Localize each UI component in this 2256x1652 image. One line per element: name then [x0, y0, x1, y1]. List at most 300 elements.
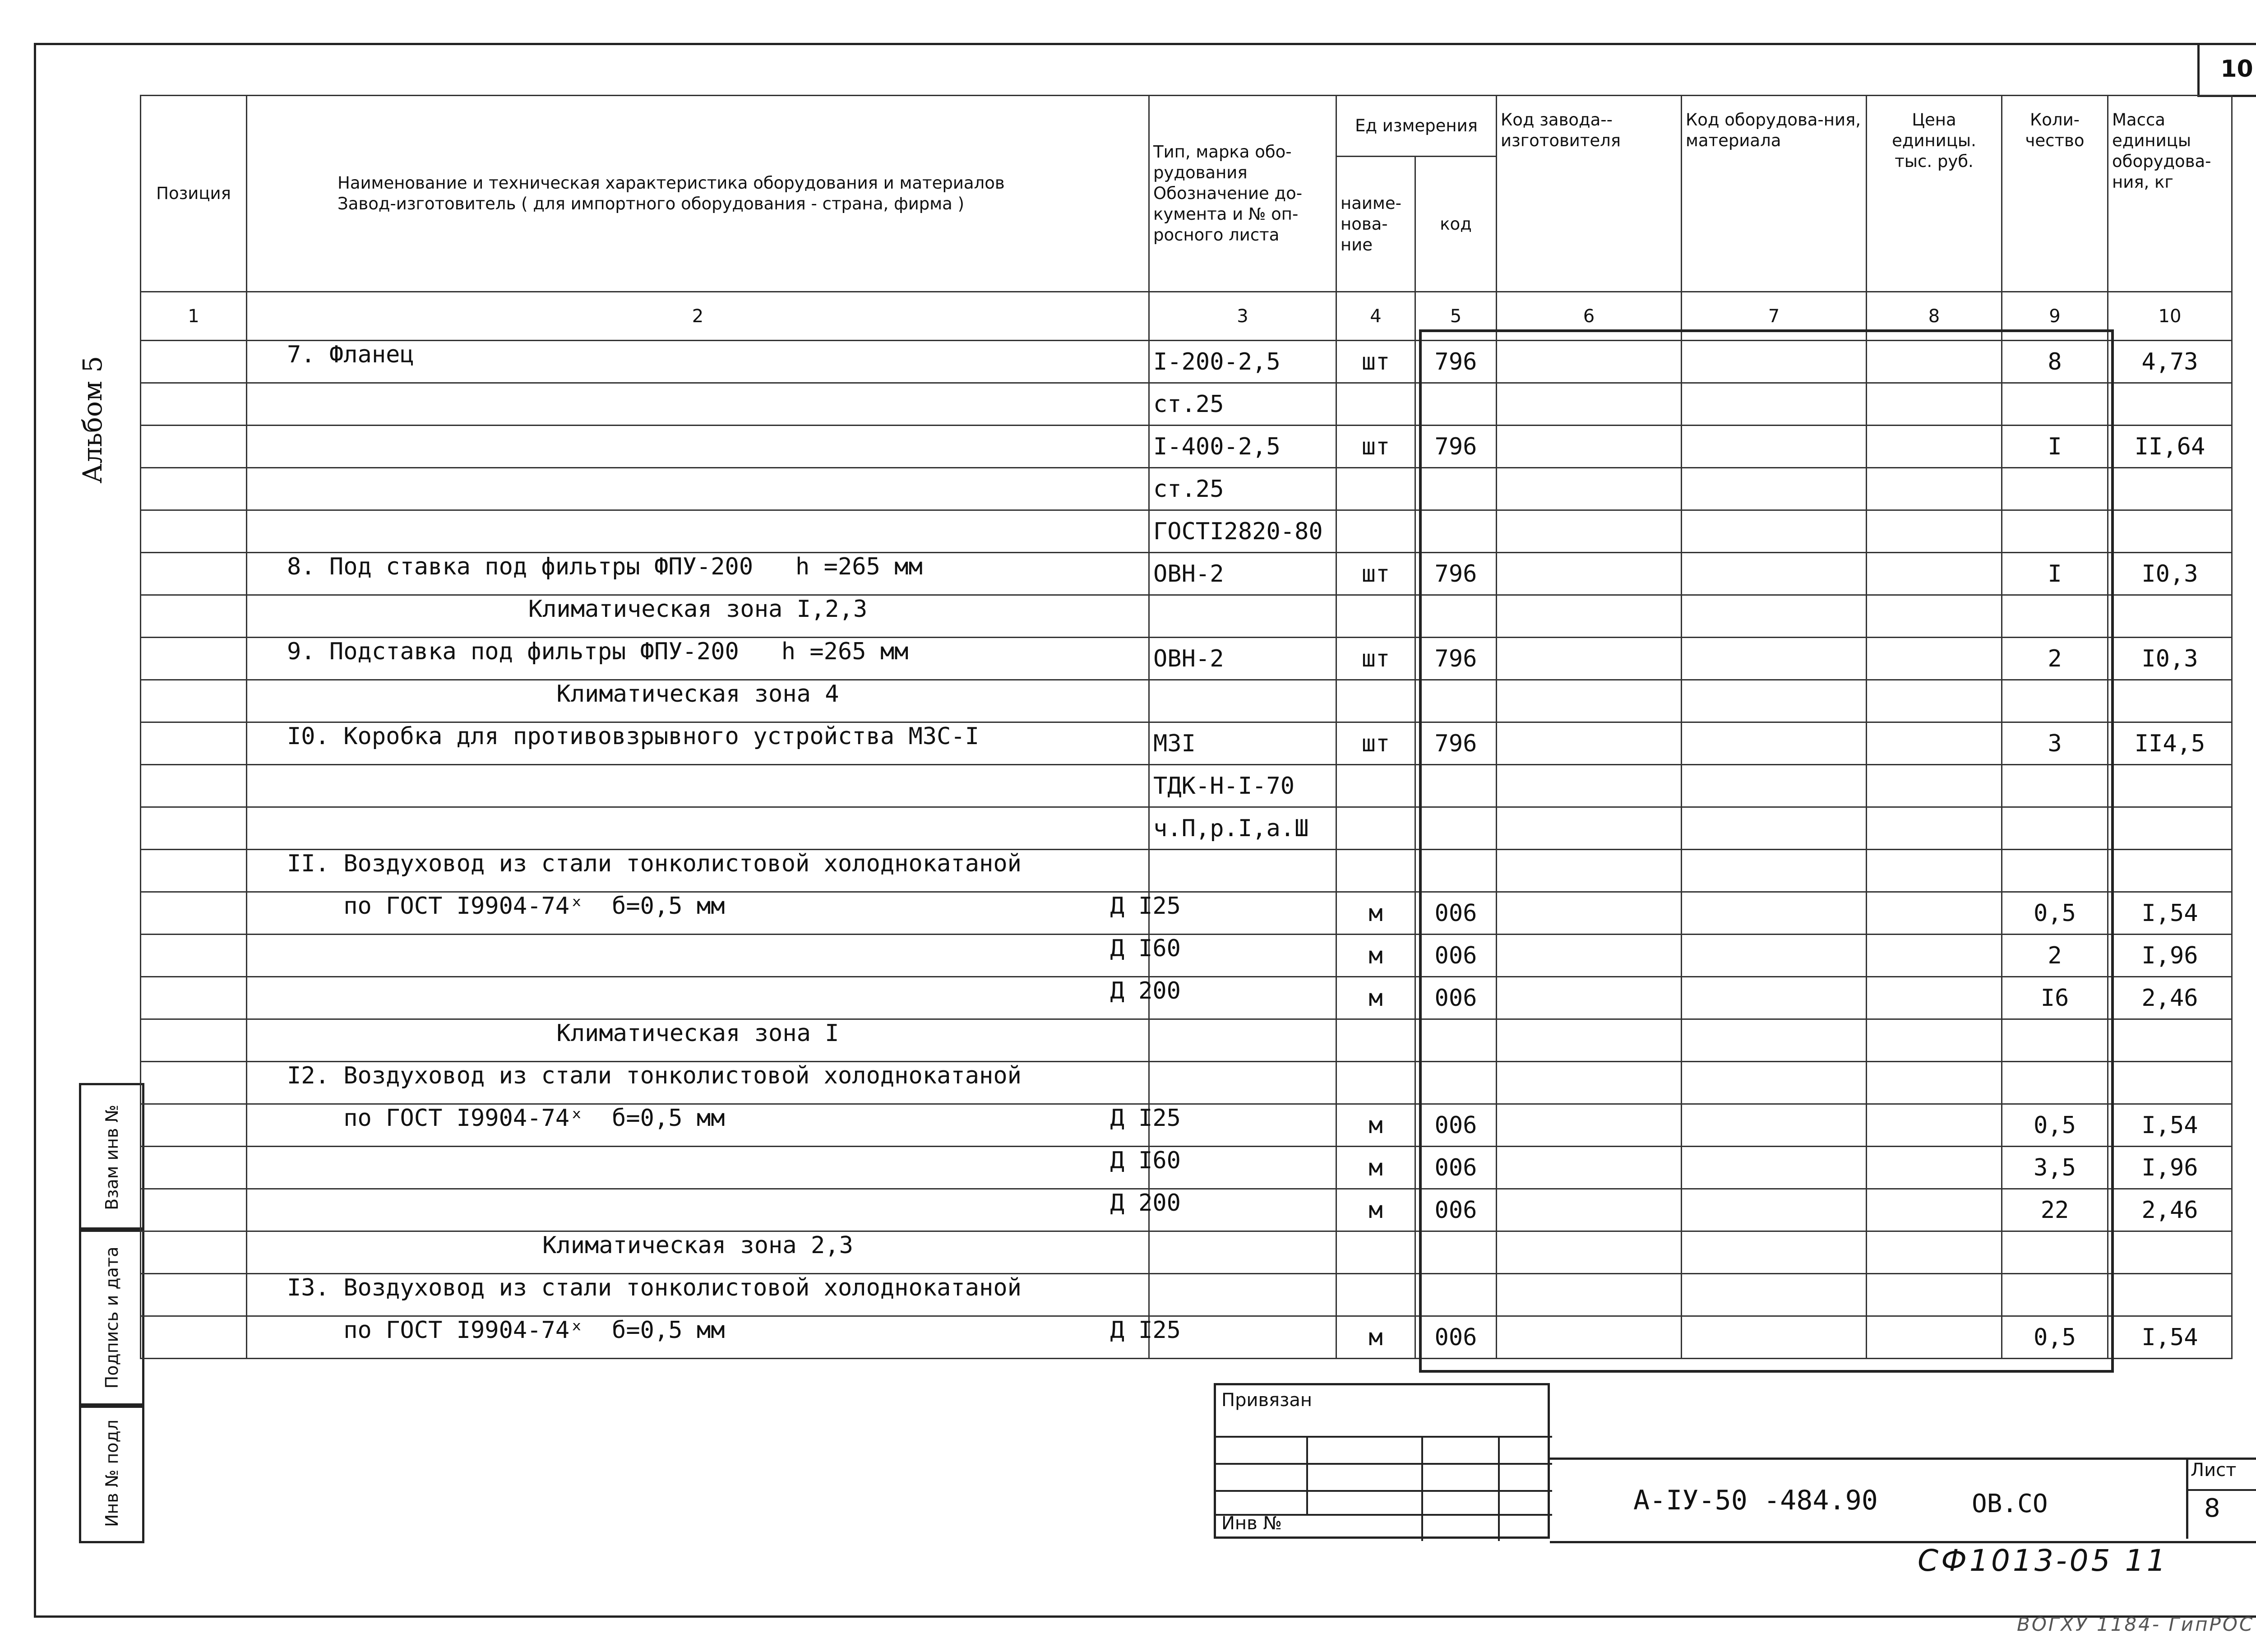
cell-price	[1867, 1147, 2002, 1189]
cell-position	[141, 807, 247, 850]
cell-equipment-code	[1682, 1189, 1867, 1231]
cell-mass	[2108, 1019, 2232, 1062]
cell-mass: 2,46	[2108, 977, 2232, 1019]
cell-equipment-code	[1682, 510, 1867, 553]
cell-unit	[1336, 1019, 1415, 1062]
stamp-replaced-inv-label: Взам инв №	[102, 1105, 122, 1210]
cell-code	[1415, 510, 1497, 553]
cell-code: 796	[1415, 426, 1497, 468]
cell-code	[1415, 680, 1497, 722]
cell-position	[141, 383, 247, 426]
cell-equipment-code	[1682, 892, 1867, 935]
cell-quantity: 2	[2002, 638, 2108, 680]
header-equipment-code: Код оборудова-ния, материала	[1682, 96, 1867, 292]
item-diameter: Д I25	[1110, 1105, 1181, 1132]
cell-unit: м	[1336, 1104, 1415, 1147]
cell-equipment-code	[1682, 1274, 1867, 1316]
cell-price	[1867, 935, 2002, 977]
table-row	[141, 553, 2232, 595]
cell-unit	[1336, 1062, 1415, 1104]
cell-code: 796	[1415, 722, 1497, 765]
cell-position	[141, 1019, 247, 1062]
handwritten-footer: ВОГХУ 1184- ГипРОС	[2017, 1613, 2255, 1635]
cell-equipment-code	[1682, 680, 1867, 722]
cell-quantity	[2002, 1231, 2108, 1274]
cell-code: 006	[1415, 1147, 1497, 1189]
column-number: 9	[2002, 292, 2108, 341]
cell-name	[247, 383, 1149, 426]
cell-price	[1867, 510, 2002, 553]
cell-quantity: 0,5	[2002, 1104, 2108, 1147]
cell-code	[1415, 1019, 1497, 1062]
table-row	[141, 595, 2232, 638]
cell-plant-code	[1497, 807, 1682, 850]
cell-type: ст.25	[1149, 383, 1336, 426]
cell-unit	[1336, 850, 1415, 892]
header-price: Цена единицы. тыс. руб.	[1867, 96, 2002, 292]
cell-plant-code	[1497, 468, 1682, 510]
cell-mass	[2108, 765, 2232, 807]
cell-unit	[1336, 383, 1415, 426]
cell-position	[141, 722, 247, 765]
cell-plant-code	[1497, 426, 1682, 468]
table-row	[141, 1062, 2232, 1104]
cell-mass: I0,3	[2108, 638, 2232, 680]
cell-position	[141, 680, 247, 722]
cell-price	[1867, 765, 2002, 807]
header-mass: Масса единицы оборудова-ния, кг	[2108, 96, 2232, 292]
cell-name	[247, 1104, 1181, 1147]
table-row	[141, 1231, 2232, 1274]
cell-plant-code	[1497, 383, 1682, 426]
cell-price	[1867, 383, 2002, 426]
cell-position	[141, 1062, 247, 1104]
cell-name	[247, 680, 1149, 722]
cell-code	[1415, 468, 1497, 510]
cell-quantity	[2002, 765, 2108, 807]
cell-quantity	[2002, 850, 2108, 892]
cell-position	[141, 935, 247, 977]
cell-quantity: 0,5	[2002, 1316, 2108, 1359]
cell-unit: шт	[1336, 341, 1415, 383]
cell-code	[1415, 765, 1497, 807]
item-name: Климатическая зона 4	[556, 680, 839, 708]
cell-type: I-400-2,5	[1149, 426, 1336, 468]
cell-position	[141, 341, 247, 383]
cell-name	[247, 1189, 1181, 1231]
stamp-signature-date-label: Подпись и дата	[102, 1246, 122, 1389]
cell-price	[1867, 722, 2002, 765]
cell-plant-code	[1497, 1019, 1682, 1062]
header-unit-code: код	[1415, 157, 1497, 292]
cell-quantity: I6	[2002, 977, 2108, 1019]
cell-mass	[2108, 383, 2232, 426]
column-number: 3	[1149, 292, 1336, 341]
stamp-original-inv	[79, 1403, 144, 1543]
cell-type: МЗI	[1149, 722, 1336, 765]
cell-quantity: 22	[2002, 1189, 2108, 1231]
cell-name	[247, 850, 1149, 892]
item-diameter: Д I25	[1110, 893, 1181, 920]
cell-mass	[2108, 595, 2232, 638]
table-row	[141, 1274, 2232, 1316]
cell-type: I-200-2,5	[1149, 341, 1336, 383]
album-label: Альбом 5	[77, 356, 108, 484]
cell-equipment-code	[1682, 1316, 1867, 1359]
cell-unit	[1336, 510, 1415, 553]
cell-quantity	[2002, 468, 2108, 510]
table-row	[141, 680, 2232, 722]
cell-name	[247, 510, 1149, 553]
cell-plant-code	[1497, 722, 1682, 765]
cell-position	[141, 1104, 247, 1147]
table-row	[141, 1019, 2232, 1062]
cell-position	[141, 553, 247, 595]
cell-code	[1415, 595, 1497, 638]
cell-price	[1867, 1019, 2002, 1062]
cell-price	[1867, 807, 2002, 850]
table-row	[141, 892, 2232, 935]
cell-code	[1415, 1231, 1497, 1274]
cell-mass	[2108, 468, 2232, 510]
cell-position	[141, 1316, 247, 1359]
table-row	[141, 977, 2232, 1019]
cell-price	[1867, 553, 2002, 595]
cell-mass	[2108, 1231, 2232, 1274]
cell-code: 006	[1415, 935, 1497, 977]
header-position: Позиция	[141, 96, 247, 292]
header-quantity: Коли-чество	[2002, 96, 2108, 292]
cell-equipment-code	[1682, 638, 1867, 680]
cell-name	[247, 595, 1149, 638]
cell-equipment-code	[1682, 1147, 1867, 1189]
cell-unit: м	[1336, 1189, 1415, 1231]
cell-position	[141, 426, 247, 468]
item-name: Климатическая зона 2,3	[542, 1232, 853, 1259]
cell-position	[141, 765, 247, 807]
cell-price	[1867, 892, 2002, 935]
item-name: Климатическая зона I,2,3	[528, 596, 868, 623]
cell-code	[1415, 383, 1497, 426]
cell-price	[1867, 1231, 2002, 1274]
item-name: 7. Фланец	[287, 341, 414, 368]
column-number: 1	[141, 292, 247, 341]
column-number: 4	[1336, 292, 1415, 341]
cell-code	[1415, 1062, 1497, 1104]
cell-price	[1867, 638, 2002, 680]
cell-mass	[2108, 510, 2232, 553]
cell-plant-code	[1497, 1062, 1682, 1104]
cell-equipment-code	[1682, 935, 1867, 977]
cell-price	[1867, 1316, 2002, 1359]
cell-type: ч.П,р.I,а.Ш	[1149, 807, 1336, 850]
cell-code: 006	[1415, 1189, 1497, 1231]
cell-plant-code	[1497, 341, 1682, 383]
column-number: 5	[1415, 292, 1497, 341]
cell-mass: I,96	[2108, 935, 2232, 977]
item-name: по ГОСТ I9904-74ˣ б=0,5 мм	[287, 1105, 725, 1132]
item-diameter: Д 200	[1110, 1189, 1181, 1217]
document-code: А-IУ-50 -484.90	[1633, 1485, 1878, 1516]
table-row	[141, 383, 2232, 426]
cell-equipment-code	[1682, 722, 1867, 765]
cell-unit	[1336, 1274, 1415, 1316]
cell-mass: I,54	[2108, 1104, 2232, 1147]
stamp-replaced-inv	[79, 1083, 144, 1232]
cell-unit	[1336, 595, 1415, 638]
table-row	[141, 341, 2232, 383]
cell-type: ГОСТI2820-80	[1149, 510, 1336, 553]
cell-name	[247, 722, 1149, 765]
cell-mass: II4,5	[2108, 722, 2232, 765]
cell-code: 796	[1415, 553, 1497, 595]
cell-code: 796	[1415, 638, 1497, 680]
item-name: I0. Коробка для противовзрывного устройства МЗС-I	[287, 723, 980, 750]
header-plant-code: Код завода--изготовителя	[1497, 96, 1682, 292]
cell-price	[1867, 426, 2002, 468]
cell-name	[247, 892, 1181, 935]
header-name: Наименование и техническая характеристика оборудования и материалов Завод-изготовитель ( для импортного оборудования - страна, фирма )	[247, 96, 1149, 292]
cell-equipment-code	[1682, 1062, 1867, 1104]
cell-type: ОВН-2	[1149, 553, 1336, 595]
cell-price	[1867, 341, 2002, 383]
header-unit-name: наиме-нова-ние	[1336, 157, 1415, 292]
cell-plant-code	[1497, 638, 1682, 680]
cell-plant-code	[1497, 1189, 1682, 1231]
cell-mass: I,54	[2108, 1316, 2232, 1359]
stamp-signature-date	[79, 1227, 144, 1408]
cell-position	[141, 1231, 247, 1274]
cell-equipment-code	[1682, 1019, 1867, 1062]
sheet-label: Лист	[2191, 1460, 2237, 1481]
item-name: 8. Под ставка под фильтры ФПУ-200 h =265 мм	[287, 553, 923, 580]
item-name: по ГОСТ I9904-74ˣ б=0,5 мм	[287, 1317, 725, 1344]
cell-equipment-code	[1682, 426, 1867, 468]
cell-code: 006	[1415, 977, 1497, 1019]
cell-quantity	[2002, 807, 2108, 850]
cell-code: 006	[1415, 1104, 1497, 1147]
cell-unit	[1336, 765, 1415, 807]
cell-quantity: 0,5	[2002, 892, 2108, 935]
header-type: Тип, марка обо-рудования Обозначение до-кумента и № оп-росного листа	[1149, 96, 1336, 292]
item-diameter: Д I60	[1110, 935, 1181, 962]
cell-code: 006	[1415, 1316, 1497, 1359]
cell-plant-code	[1497, 892, 1682, 935]
cell-quantity: 3	[2002, 722, 2108, 765]
cell-code	[1415, 807, 1497, 850]
column-number: 2	[247, 292, 1149, 341]
cell-code: 796	[1415, 341, 1497, 383]
stamp-original-inv-label: Инв № подл	[102, 1419, 122, 1527]
cell-plant-code	[1497, 1231, 1682, 1274]
cell-code: 006	[1415, 892, 1497, 935]
cell-quantity	[2002, 1019, 2108, 1062]
privyazan-box	[1214, 1383, 1550, 1539]
cell-quantity: I	[2002, 426, 2108, 468]
cell-price	[1867, 1104, 2002, 1147]
cell-position	[141, 1274, 247, 1316]
handwritten-code: СФ1013-05 11	[1918, 1543, 2168, 1578]
cell-quantity: 8	[2002, 341, 2108, 383]
cell-unit	[1336, 1231, 1415, 1274]
table-row	[141, 1104, 2232, 1147]
specification-table	[140, 95, 2233, 1359]
table-row	[141, 1189, 2232, 1231]
cell-plant-code	[1497, 680, 1682, 722]
cell-equipment-code	[1682, 1104, 1867, 1147]
table-row	[141, 765, 2232, 807]
cell-equipment-code	[1682, 765, 1867, 807]
cell-position	[141, 1189, 247, 1231]
cell-unit: м	[1336, 977, 1415, 1019]
cell-equipment-code	[1682, 807, 1867, 850]
cell-unit	[1336, 807, 1415, 850]
cell-quantity: I	[2002, 553, 2108, 595]
cell-plant-code	[1497, 765, 1682, 807]
cell-unit: м	[1336, 935, 1415, 977]
cell-name	[247, 935, 1181, 977]
cell-type: ОВН-2	[1149, 638, 1336, 680]
cell-quantity: 3,5	[2002, 1147, 2108, 1189]
cell-plant-code	[1497, 935, 1682, 977]
cell-mass: II,64	[2108, 426, 2232, 468]
column-number: 10	[2108, 292, 2232, 341]
table-row	[141, 722, 2232, 765]
document-suffix: ОВ.СО	[1972, 1489, 2048, 1518]
cell-name	[247, 341, 1149, 383]
cell-equipment-code	[1682, 468, 1867, 510]
cell-plant-code	[1497, 850, 1682, 892]
header-unit: Ед измерения	[1336, 96, 1497, 157]
column-number: 6	[1497, 292, 1682, 341]
cell-price	[1867, 468, 2002, 510]
cell-name	[247, 468, 1149, 510]
cell-name	[247, 1316, 1181, 1359]
cell-name	[247, 1274, 1149, 1316]
cell-price	[1867, 680, 2002, 722]
cell-name	[247, 1231, 1149, 1274]
table-row	[141, 510, 2232, 553]
cell-price	[1867, 1274, 2002, 1316]
cell-quantity	[2002, 595, 2108, 638]
cell-mass: I,54	[2108, 892, 2232, 935]
cell-plant-code	[1497, 1104, 1682, 1147]
cell-name	[247, 765, 1149, 807]
cell-quantity	[2002, 383, 2108, 426]
cell-position	[141, 468, 247, 510]
cell-type: ТДК-Н-I-70	[1149, 765, 1336, 807]
cell-unit: шт	[1336, 638, 1415, 680]
item-name: Климатическая зона I	[556, 1020, 839, 1047]
cell-equipment-code	[1682, 850, 1867, 892]
table-row	[141, 1147, 2232, 1189]
cell-unit: шт	[1336, 722, 1415, 765]
table-row	[141, 935, 2232, 977]
cell-mass: I0,3	[2108, 553, 2232, 595]
cell-plant-code	[1497, 1274, 1682, 1316]
cell-equipment-code	[1682, 553, 1867, 595]
cell-position	[141, 1147, 247, 1189]
cell-unit: м	[1336, 1147, 1415, 1189]
cell-plant-code	[1497, 595, 1682, 638]
cell-plant-code	[1497, 1147, 1682, 1189]
cell-quantity	[2002, 1062, 2108, 1104]
cell-equipment-code	[1682, 341, 1867, 383]
inv-number-label: Инв №	[1221, 1513, 1282, 1534]
cell-unit	[1336, 468, 1415, 510]
cell-name	[247, 426, 1149, 468]
privyazan-label: Привязан	[1221, 1390, 1313, 1411]
cell-position	[141, 850, 247, 892]
cell-equipment-code	[1682, 1231, 1867, 1274]
cell-mass: 4,73	[2108, 341, 2232, 383]
cell-name	[247, 1062, 1149, 1104]
column-number-row	[141, 292, 2232, 341]
cell-position	[141, 595, 247, 638]
cell-name	[247, 1019, 1149, 1062]
item-diameter: Д I25	[1110, 1317, 1181, 1344]
column-number: 8	[1867, 292, 2002, 341]
item-name: по ГОСТ I9904-74ˣ б=0,5 мм	[287, 893, 725, 920]
cell-price	[1867, 1062, 2002, 1104]
cell-code	[1415, 850, 1497, 892]
cell-mass: I,96	[2108, 1147, 2232, 1189]
cell-mass	[2108, 1062, 2232, 1104]
item-name: II. Воздуховод из стали тонколистовой холоднокатаной	[287, 850, 1022, 877]
cell-name	[247, 638, 1149, 680]
cell-equipment-code	[1682, 595, 1867, 638]
cell-quantity: 2	[2002, 935, 2108, 977]
cell-position	[141, 510, 247, 553]
cell-plant-code	[1497, 510, 1682, 553]
cell-plant-code	[1497, 553, 1682, 595]
cell-position	[141, 977, 247, 1019]
item-diameter: Д 200	[1110, 977, 1181, 1004]
cell-name	[247, 807, 1149, 850]
cell-price	[1867, 977, 2002, 1019]
cell-price	[1867, 595, 2002, 638]
item-name: I3. Воздуховод из стали тонколистовой холоднокатаной	[287, 1274, 1022, 1301]
cell-mass	[2108, 680, 2232, 722]
cell-position	[141, 892, 247, 935]
cell-equipment-code	[1682, 977, 1867, 1019]
cell-unit: м	[1336, 892, 1415, 935]
table-row	[141, 426, 2232, 468]
sheet-number: 8	[2204, 1494, 2220, 1523]
cell-equipment-code	[1682, 383, 1867, 426]
item-name: 9. Подставка под фильтры ФПУ-200 h =265 мм	[287, 638, 909, 665]
cell-mass	[2108, 1274, 2232, 1316]
table-row	[141, 638, 2232, 680]
item-diameter: Д I60	[1110, 1147, 1181, 1174]
cell-quantity	[2002, 1274, 2108, 1316]
cell-unit	[1336, 680, 1415, 722]
cell-unit: шт	[1336, 426, 1415, 468]
cell-name	[247, 1147, 1181, 1189]
table-row	[141, 850, 2232, 892]
cell-price	[1867, 1189, 2002, 1231]
cell-name	[247, 553, 1149, 595]
cell-mass	[2108, 850, 2232, 892]
cell-position	[141, 638, 247, 680]
item-name: I2. Воздуховод из стали тонколистовой холоднокатаной	[287, 1062, 1022, 1089]
cell-plant-code	[1497, 1316, 1682, 1359]
table-row	[141, 1316, 2232, 1359]
table-row	[141, 807, 2232, 850]
table-row	[141, 468, 2232, 510]
cell-quantity	[2002, 680, 2108, 722]
cell-type: ст.25	[1149, 468, 1336, 510]
